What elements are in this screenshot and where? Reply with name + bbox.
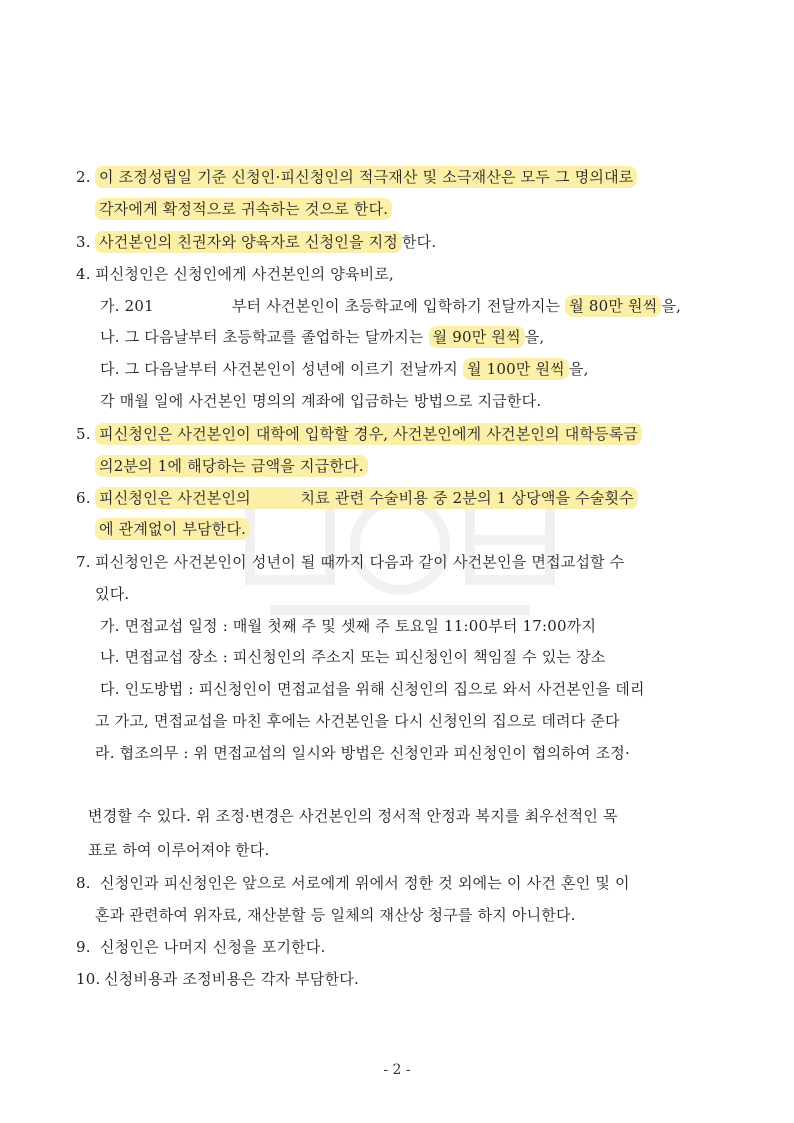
item-7-line-2: 있다. (95, 585, 130, 603)
item-5-line-1 (95, 423, 642, 445)
item-5-line-2 (95, 455, 368, 477)
item-7-ra-1: 라. 협조의무 : 위 면접교섭의 일시와 방법은 신청인과 피신청인이 협의하여 조정· (95, 744, 630, 762)
item-6-number: 6. (76, 489, 91, 507)
item-7-number: 7. (76, 553, 91, 571)
item-8-line-1: 신청인과 피신청인은 앞으로 서로에게 위에서 정한 것 외에는 이 사건 혼인 및 이 (100, 874, 630, 892)
item-4-ga-tail: 을, (661, 297, 682, 315)
highlight-span: 에 관계없이 부담한다. (95, 518, 250, 540)
item-6-line-1 (95, 487, 638, 509)
item-3-number: 3. (76, 233, 91, 251)
item-7-line-1: 피신청인은 사건본인이 성년이 될 때까지 다음과 같이 사건본인을 면접교섭할 수 (95, 553, 625, 571)
highlight-span: 월 90만 원씩 (429, 326, 525, 348)
item-4-da-pre: 다. 그 다음날부터 사건본인이 성년에 이르기 전날까지 (100, 360, 463, 378)
highlight-span: 피신청인은 사건본인이 대학에 입학할 경우, 사건본인에게 사건본인의 대학등록금 (95, 423, 642, 445)
item-3-tail: 한다. (401, 233, 437, 251)
item-4-ga-mid: 부터 사건본인이 초등학교에 입학하기 전달까지는 (231, 297, 566, 315)
highlight-span: 피신청인은 사건본인의 치료 관련 수술비용 중 2분의 1 상당액을 수술횟수 (95, 487, 638, 509)
item-2-number: 2. (76, 168, 91, 186)
item-10-number: 10. (76, 970, 101, 988)
item-7-na: 나. 면접교섭 장소 : 피신청인의 주소지 또는 피신청인이 책임질 수 있는 장소 (100, 648, 606, 666)
item-7-da-1: 다. 인도방법 : 피신청인이 면접교섭을 위해 신청인의 집으로 와서 사건본인을 데리 (100, 680, 645, 698)
item-4-line-1: 피신청인은 신청인에게 사건본인의 양육비로, (95, 265, 394, 283)
item-4-da-tail: 을, (568, 360, 589, 378)
item-9-number: 9. (76, 938, 91, 956)
item-2-line-2 (95, 198, 392, 220)
item-5-number: 5. (76, 425, 91, 443)
item-7-ga: 가. 면접교섭 일정 : 매월 첫째 주 및 셋째 주 토요일 11:00부터 17:00까지 (100, 617, 597, 635)
item-4-ga-pre: 가. 201 (100, 297, 154, 315)
page-number: - 2 - (383, 1062, 411, 1078)
item-7-ra-2: 변경할 수 있다. 위 조정·변경은 사건본인의 정서적 안정과 복지를 최우선적인 목 (88, 807, 618, 825)
highlight-span: 월 80만 원씩 (565, 295, 661, 317)
item-4-ga (100, 295, 681, 317)
item-3-line-1 (95, 231, 436, 253)
highlight-span: 월 100만 원씩 (463, 358, 569, 380)
item-7-da-2: 고 가고, 면접교섭을 마친 후에는 사건본인을 다시 신청인의 집으로 데려다 준다 (95, 712, 620, 730)
highlight-span: 사건본인의 친권자와 양육자로 신청인을 지정 (95, 231, 402, 253)
item-4-na (100, 326, 544, 348)
item-4-end: 각 매월 일에 사건본인 명의의 계좌에 입금하는 방법으로 지급한다. (100, 392, 542, 410)
item-8-number: 8. (76, 874, 91, 892)
item-4-number: 4. (76, 265, 91, 283)
item-4-na-tail: 을, (524, 328, 545, 346)
item-8-line-2: 혼과 관련하여 위자료, 재산분할 등 일체의 재산상 청구를 하지 아니한다. (95, 906, 576, 924)
item-6-line-2 (95, 518, 250, 540)
item-10-line-1: 신청비용과 조정비용은 각자 부담한다. (104, 970, 359, 988)
item-4-na-pre: 나. 그 다음날부터 초등학교를 졸업하는 달까지는 (100, 328, 429, 346)
highlight-span: 이 조정성립일 기준 신청인·피신청인의 적극재산 및 소극재산은 모두 그 명의대로 (95, 166, 637, 188)
item-7-ra-3: 표로 하여 이루어져야 한다. (88, 841, 270, 859)
item-2-line-1 (95, 166, 637, 188)
highlight-span: 각자에게 확정적으로 귀속하는 것으로 한다. (95, 198, 392, 220)
item-9-line-1: 신청인은 나머지 신청을 포기한다. (100, 938, 326, 956)
highlight-span: 의2분의 1에 해당하는 금액을 지급한다. (95, 455, 368, 477)
item-4-da (100, 358, 589, 380)
